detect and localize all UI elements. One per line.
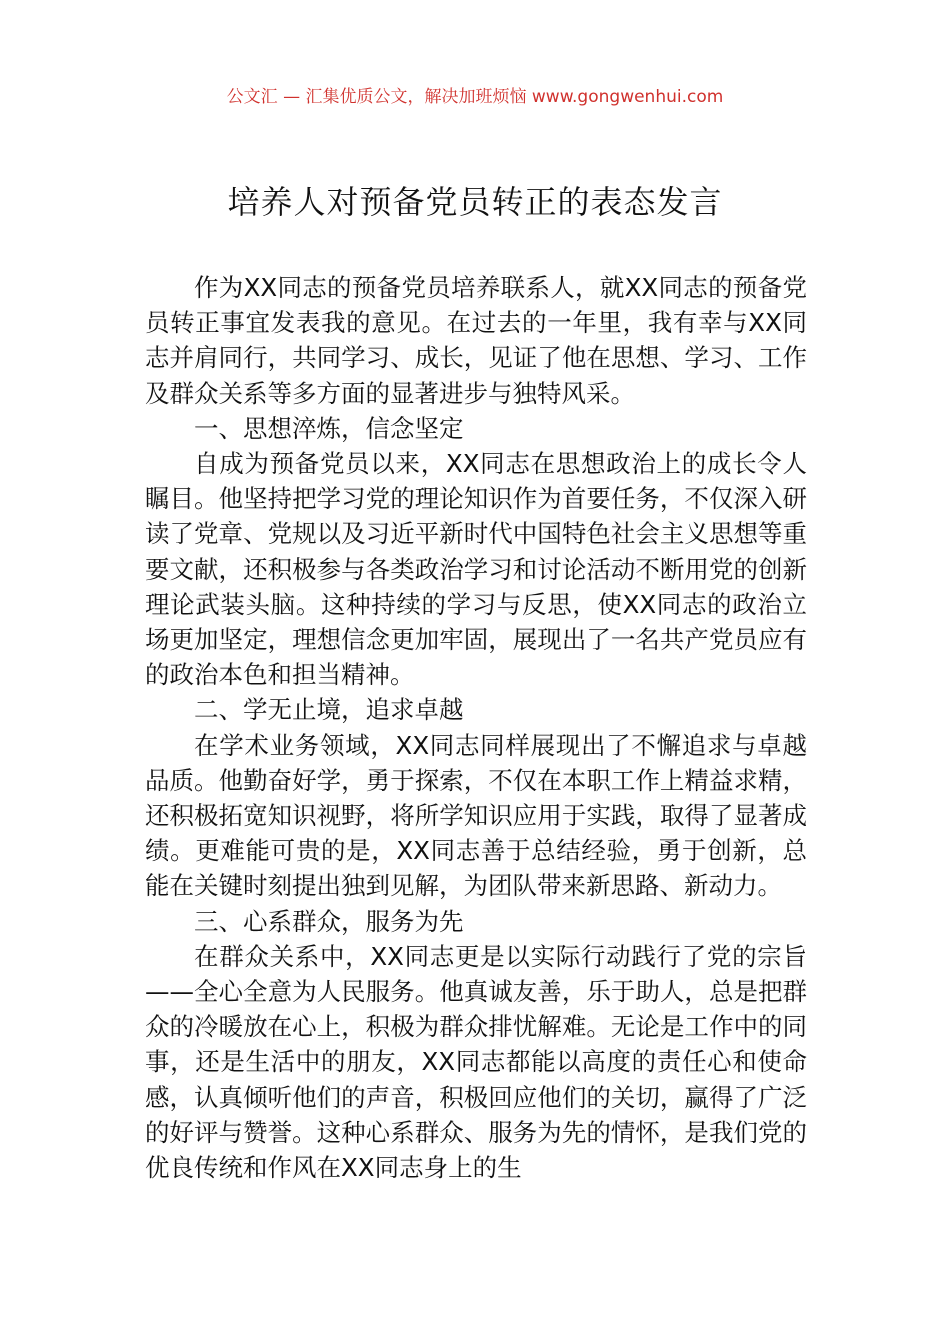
section-heading-1: 一、思想淬炼，信念坚定 xyxy=(194,413,464,443)
site-watermark-header: 公文汇 — 汇集优质公文，解决加班烦恼 www.gongwenhui.com xyxy=(226,87,724,107)
section-2-paragraph: 在学术业务领域，XX同志同样展现出了不懈追求与卓越品质。他勤奋好学，勇于探索，不仅在本职工作上精益求精，还积极拓宽知识视野，将所学知识应用于实践，取得了显著成绩。更难能可贵的是，XX同志善于总结经验，勇于创新，总能在关键时刻提出独到见解，为团队带来新思路、新动力。 xyxy=(145,730,807,901)
section-heading-2: 二、学无止境，追求卓越 xyxy=(194,695,464,725)
section-heading-3: 三、心系群众，服务为先 xyxy=(194,906,464,936)
intro-paragraph: 作为XX同志的预备党员培养联系人，就XX同志的预备党员转正事宜发表我的意见。在过去的一年里，我有幸与XX同志并肩同行，共同学习、成长，见证了他在思想、学习、工作及群众关系等多方面的显著进步与独特风采。 xyxy=(145,273,807,408)
document-body xyxy=(145,270,807,1185)
document-title: 培养人对预备党员转正的表态发言 xyxy=(227,183,723,221)
section-3-paragraph: 在群众关系中，XX同志更是以实际行动践行了党的宗旨——全心全意为人民服务。他真诚友善，乐于助人，总是把群众的冷暖放在心上，积极为群众排忧解难。无论是工作中的同事，还是生活中的朋友，XX同志都能以高度的责任心和使命感，认真倾听他们的声音，积极回应他们的关切，赢得了广泛的好评与赞誉。这种心系群众、服务为先的情怀，是我们党的优良传统和作风在XX同志身上的生 xyxy=(145,941,807,1183)
section-1-paragraph: 自成为预备党员以来，XX同志在思想政治上的成长令人瞩目。他坚持把学习党的理论知识作为首要任务，不仅深入研读了党章、党规以及习近平新时代中国特色社会主义思想等重要文献，还积极参与各类政治学习和讨论活动不断用党的创新理论武装头脑。这种持续的学习与反思，使XX同志的政治立场更加坚定，理想信念更加牢固，展现出了一名共产党员应有的政治本色和担当精神。 xyxy=(145,449,807,690)
